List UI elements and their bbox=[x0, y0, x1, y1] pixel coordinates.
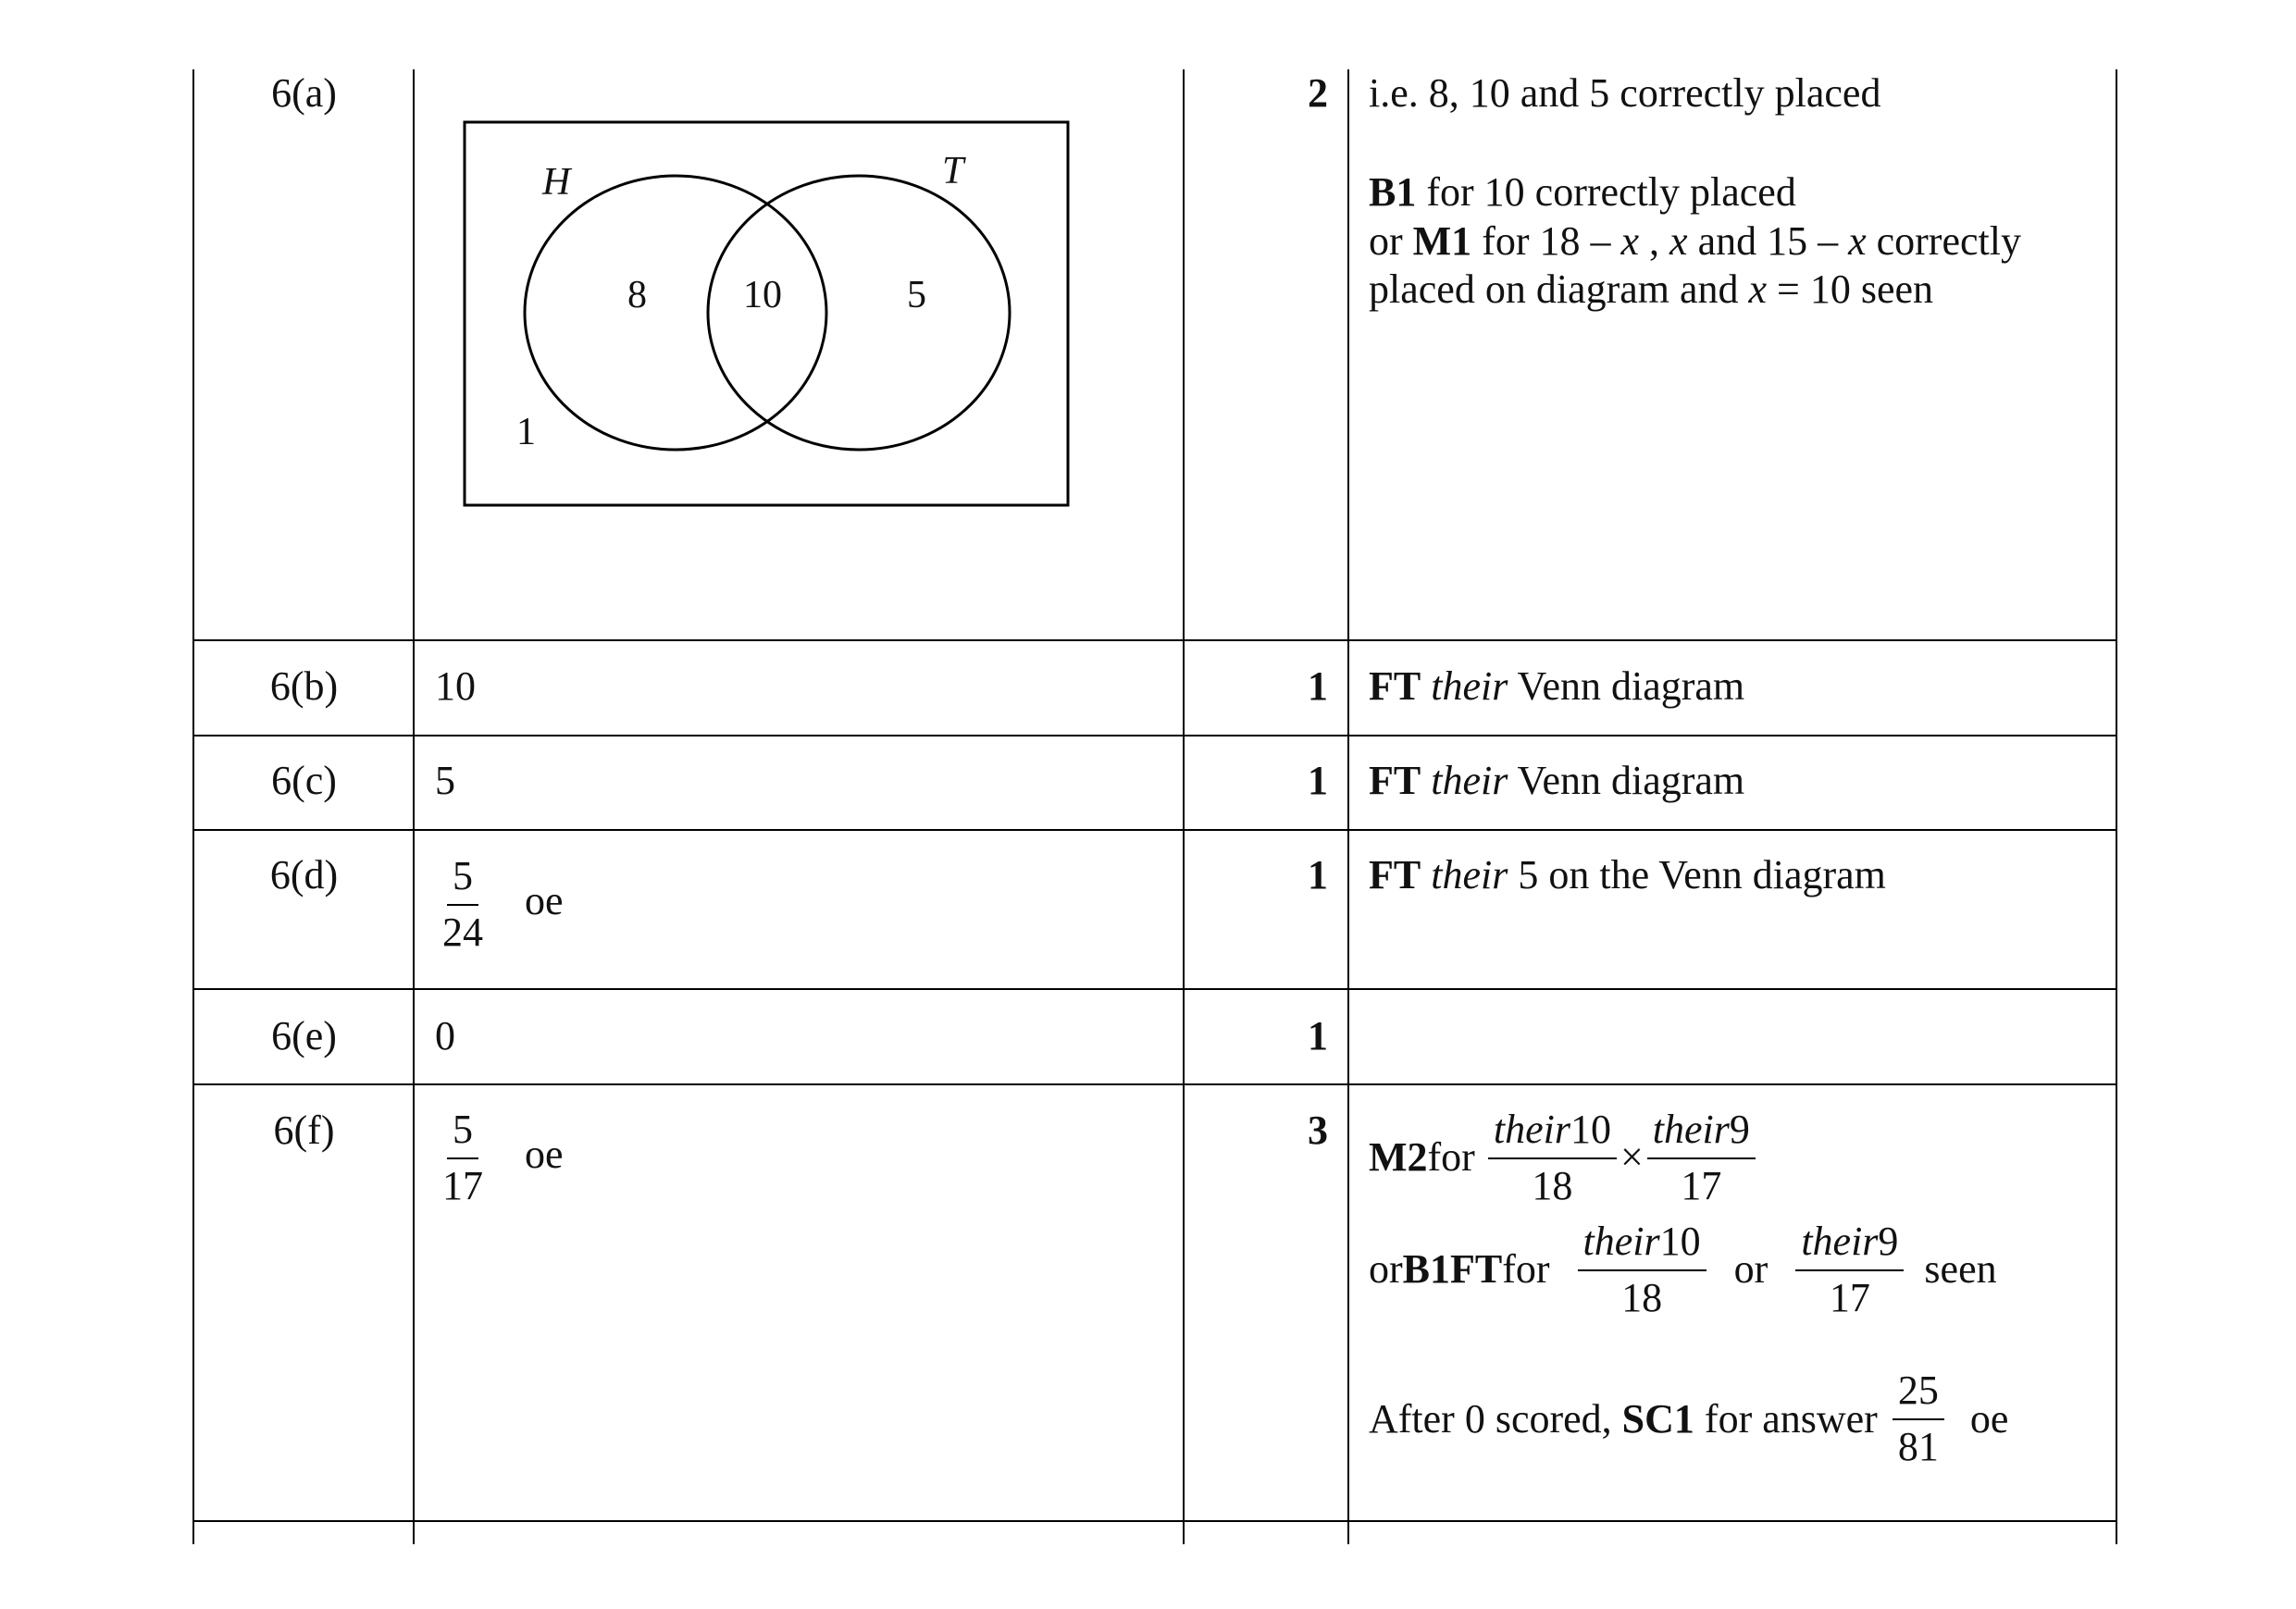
guidance-text-span: for bbox=[1427, 1134, 1475, 1181]
guidance-text-span: = 10 seen bbox=[1767, 266, 1934, 313]
answer-value: 0 bbox=[435, 1013, 455, 1058]
part-label: 6(c) bbox=[271, 758, 337, 803]
fraction-numerator bbox=[1647, 1107, 1756, 1159]
fraction-value: 9 bbox=[1878, 1219, 1899, 1265]
their-word: their bbox=[1431, 852, 1508, 897]
oe-note: oe bbox=[525, 1131, 564, 1177]
row-divider bbox=[192, 829, 2116, 831]
guidance-line bbox=[1369, 266, 2100, 315]
guidance-line bbox=[1369, 217, 2100, 266]
fraction-denominator: 17 bbox=[1681, 1162, 1722, 1208]
answer-fraction bbox=[431, 853, 564, 956]
row-divider bbox=[192, 988, 2116, 990]
mark-value: 1 bbox=[1308, 852, 1328, 897]
fraction-numerator bbox=[1488, 1107, 1617, 1159]
mark-code: FT bbox=[1369, 758, 1421, 803]
their-word: their bbox=[1652, 1107, 1730, 1152]
fraction bbox=[1647, 1107, 1756, 1209]
fraction-denominator: 18 bbox=[1621, 1274, 1663, 1320]
guidance-text-span: for answer bbox=[1694, 1395, 1878, 1442]
fraction bbox=[1893, 1368, 1944, 1470]
fraction-value: 10 bbox=[1659, 1219, 1701, 1265]
mark-code: FT bbox=[1369, 852, 1421, 897]
fraction bbox=[1578, 1219, 1706, 1321]
fraction bbox=[437, 1107, 489, 1209]
fraction-numerator: 5 bbox=[447, 1107, 478, 1159]
their-word: their bbox=[1801, 1219, 1879, 1265]
variable-x: x bbox=[1848, 217, 1867, 264]
part-label: 6(d) bbox=[269, 852, 339, 897]
mark-value: 2 bbox=[1308, 70, 1328, 116]
mark-code: M1 bbox=[1412, 217, 1472, 264]
column-divider-part bbox=[413, 69, 415, 1544]
venn-label-h: H bbox=[542, 161, 571, 204]
guidance-text bbox=[1369, 1107, 2100, 1471]
answer-value: 5 bbox=[435, 758, 455, 803]
part-label: 6(b) bbox=[269, 663, 339, 709]
fraction-numerator bbox=[1578, 1219, 1706, 1271]
variable-x: x bbox=[1748, 266, 1768, 313]
fraction-value: 10 bbox=[1570, 1107, 1611, 1152]
variable-x: x bbox=[1669, 217, 1688, 264]
mark-code: B1FT bbox=[1402, 1246, 1503, 1293]
fraction-denominator: 81 bbox=[1897, 1423, 1939, 1469]
part-label: 6(a) bbox=[271, 70, 337, 116]
mark-value: 1 bbox=[1308, 758, 1328, 803]
fraction-denominator: 17 bbox=[442, 1162, 483, 1208]
variable-x: x bbox=[1620, 217, 1640, 264]
fraction-numerator bbox=[1795, 1219, 1904, 1271]
times-sign: × bbox=[1620, 1134, 1644, 1181]
guidance-line bbox=[1369, 168, 2100, 217]
mark-code: SC1 bbox=[1621, 1395, 1694, 1442]
fraction-value: 9 bbox=[1729, 1107, 1750, 1152]
part-label: 6(f) bbox=[273, 1108, 335, 1153]
their-word: their bbox=[1582, 1219, 1660, 1265]
answer-fraction bbox=[431, 1107, 564, 1209]
fraction bbox=[1795, 1219, 1904, 1321]
guidance-line bbox=[1369, 1368, 2100, 1470]
mark-code: M2 bbox=[1369, 1134, 1428, 1181]
row-divider bbox=[192, 735, 2116, 736]
guidance-text-span: , bbox=[1639, 217, 1670, 264]
guidance-text-span: Venn diagram bbox=[1508, 758, 1745, 803]
guidance-text-span: for 18 – bbox=[1471, 217, 1621, 264]
mark-value: 1 bbox=[1308, 663, 1328, 709]
their-word: their bbox=[1431, 663, 1508, 709]
mark-value: 1 bbox=[1308, 1013, 1328, 1058]
guidance-text bbox=[1369, 757, 2100, 806]
guidance-text-span: and 15 – bbox=[1687, 217, 1849, 264]
guidance-text-span: or bbox=[1369, 217, 1413, 264]
guidance-line: i.e. 8, 10 and 5 correctly placed bbox=[1369, 70, 1881, 116]
fraction-denominator: 18 bbox=[1532, 1162, 1573, 1208]
row-divider bbox=[192, 1083, 2116, 1085]
fraction bbox=[1488, 1107, 1617, 1209]
mark-code: FT bbox=[1369, 663, 1421, 709]
column-divider-marks bbox=[1347, 69, 1349, 1544]
guidance-text bbox=[1369, 851, 2100, 900]
guidance-text-span: or bbox=[1369, 1246, 1403, 1293]
guidance-text bbox=[1369, 69, 2100, 315]
row-divider bbox=[192, 639, 2116, 641]
guidance-text-span: for bbox=[1502, 1246, 1550, 1293]
guidance-text-span: Venn diagram bbox=[1508, 663, 1745, 709]
guidance-text-span: or bbox=[1733, 1246, 1769, 1293]
mark-value: 3 bbox=[1308, 1108, 1328, 1153]
mark-code: B1 bbox=[1369, 168, 1417, 215]
answer-value: 10 bbox=[435, 663, 476, 709]
venn-value-t-only: 5 bbox=[907, 274, 926, 316]
venn-value-intersection: 10 bbox=[743, 274, 782, 316]
venn-value-outside: 1 bbox=[516, 411, 536, 453]
table-border-left bbox=[192, 69, 194, 1544]
guidance-text-span: seen bbox=[1924, 1246, 1997, 1293]
oe-note: oe bbox=[1969, 1395, 2009, 1442]
row-divider bbox=[192, 1520, 2116, 1522]
oe-note: oe bbox=[525, 877, 564, 923]
fraction-numerator: 5 bbox=[447, 853, 478, 906]
fraction-denominator: 17 bbox=[1829, 1274, 1870, 1320]
venn-label-t: T bbox=[942, 150, 964, 192]
guidance-text-span: 5 on the Venn diagram bbox=[1508, 852, 1886, 897]
guidance-text-span: for 10 correctly placed bbox=[1416, 168, 1796, 215]
part-label: 6(e) bbox=[271, 1013, 337, 1058]
guidance-text-span: placed on diagram and bbox=[1369, 266, 1749, 313]
fraction-numerator: 25 bbox=[1893, 1368, 1944, 1420]
venn-diagram bbox=[463, 120, 1074, 509]
their-word: their bbox=[1431, 758, 1508, 803]
guidance-text-span: correctly bbox=[1866, 217, 2021, 264]
fraction bbox=[437, 853, 489, 956]
guidance-line bbox=[1369, 1219, 2100, 1321]
guidance-line bbox=[1369, 1107, 2100, 1209]
their-word: their bbox=[1493, 1107, 1570, 1152]
venn-value-h-only: 8 bbox=[627, 274, 647, 316]
guidance-text-span: After 0 scored, bbox=[1369, 1395, 1622, 1442]
fraction-denominator: 24 bbox=[442, 909, 483, 955]
guidance-text bbox=[1369, 662, 2100, 712]
column-divider-answer bbox=[1183, 69, 1185, 1544]
table-border-right bbox=[2116, 69, 2117, 1544]
